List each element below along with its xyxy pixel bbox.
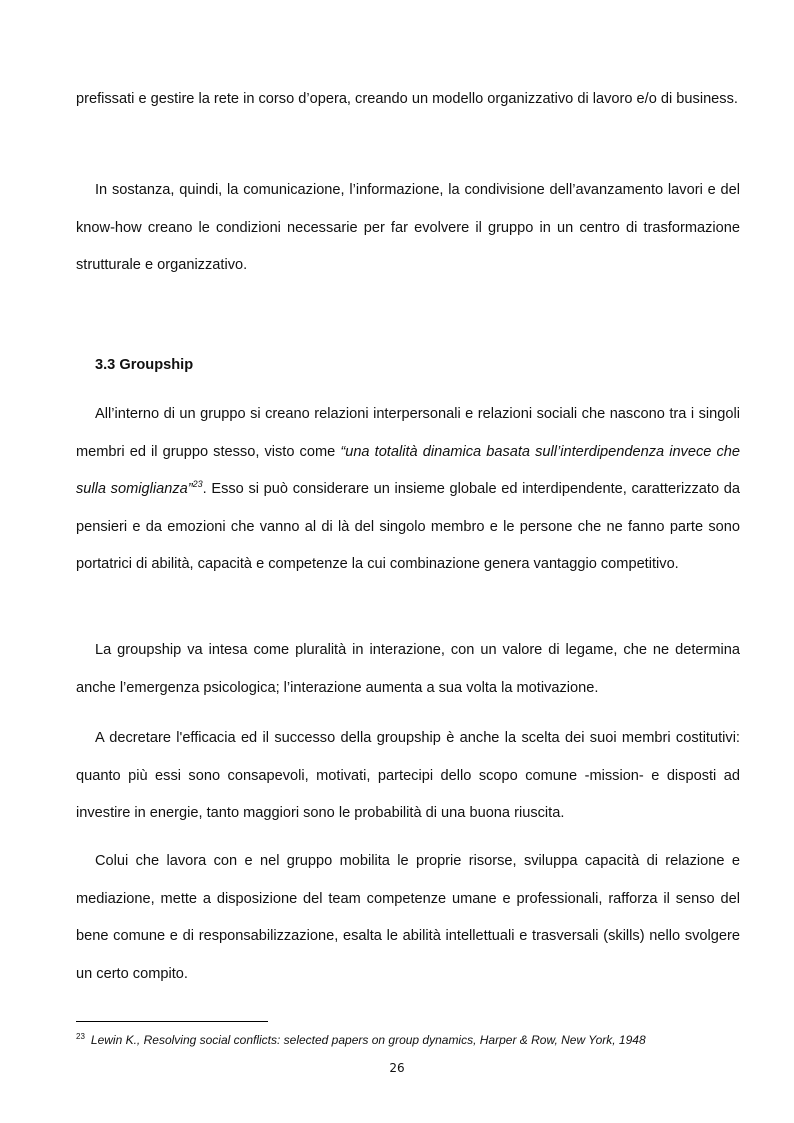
paragraph-member-selection: A decretare l'efficacia ed il successo della groupship è anche la scelta dei suoi membri costitutivi: quanto più essi sono consapevoli, motivati, partecipi dello scopo comune -mission- e disposti ad investire in energie, tanto maggiori sono le probabilità di una buona riuscita. — [76, 730, 740, 821]
paragraph-groupship-definition: La groupship va intesa come pluralità in interazione, con un valore di legame, che ne determina anche l’emergenza psicologica; l’interazione aumenta a sua volta la motivazione. — [76, 642, 740, 696]
footnote-divider — [76, 1021, 268, 1022]
footnote-text: Lewin K., Resolving social conflicts: selected papers on group dynamics, Harper & Row, New York, 1948 — [90, 1033, 646, 1047]
section-heading: 3.3 Groupship — [95, 357, 194, 373]
footnote-number: 23 — [76, 1032, 85, 1041]
page-number: 26 — [389, 1061, 405, 1075]
paragraph-text-after-quote: . Esso si può considerare un insieme globale ed interdipendente, caratterizzato da pensieri e da emozioni che vanno al di là del singolo membro e le persone che ne fanno parte sono portatrici di abilità, capacità e competenze la cui combinazione genera vantaggio competitivo. — [76, 481, 740, 572]
paragraph-text-before-quote: All’interno di un gruppo si creano relazioni interpersonali e relazioni sociali che nascono tra i singoli membri ed il gruppo stesso, visto come — [76, 406, 740, 460]
paragraph-group-relations — [76, 396, 740, 584]
paragraph-continuation: prefissati e gestire la rete in corso d’opera, creando un modello organizzativo di lavoro e/o di business. — [76, 91, 738, 107]
lewin-quote: “una totalità dinamica basata sull’interdipendenza invece che sulla somiglianza” — [76, 443, 740, 497]
footnote — [76, 1028, 756, 1049]
footnote-reference[interactable]: 23 — [192, 479, 203, 489]
paragraph-working-in-group: Colui che lavora con e nel gruppo mobilita le proprie risorse, sviluppa capacità di relazione e mediazione, mette a disposizione del team competenze umane e professionali, rafforza il senso del bene comune e di responsabilizzazione, esalta le abilità intellettuali e trasversali (skills) nello svolgere un certo compito. — [76, 853, 740, 982]
paragraph-communication: In sostanza, quindi, la comunicazione, l’informazione, la condivisione dell’avanzamento lavori e del know-how creano le condizioni necessarie per far evolvere il gruppo in un centro di trasformazione strutturale e organizzativo. — [76, 182, 740, 273]
